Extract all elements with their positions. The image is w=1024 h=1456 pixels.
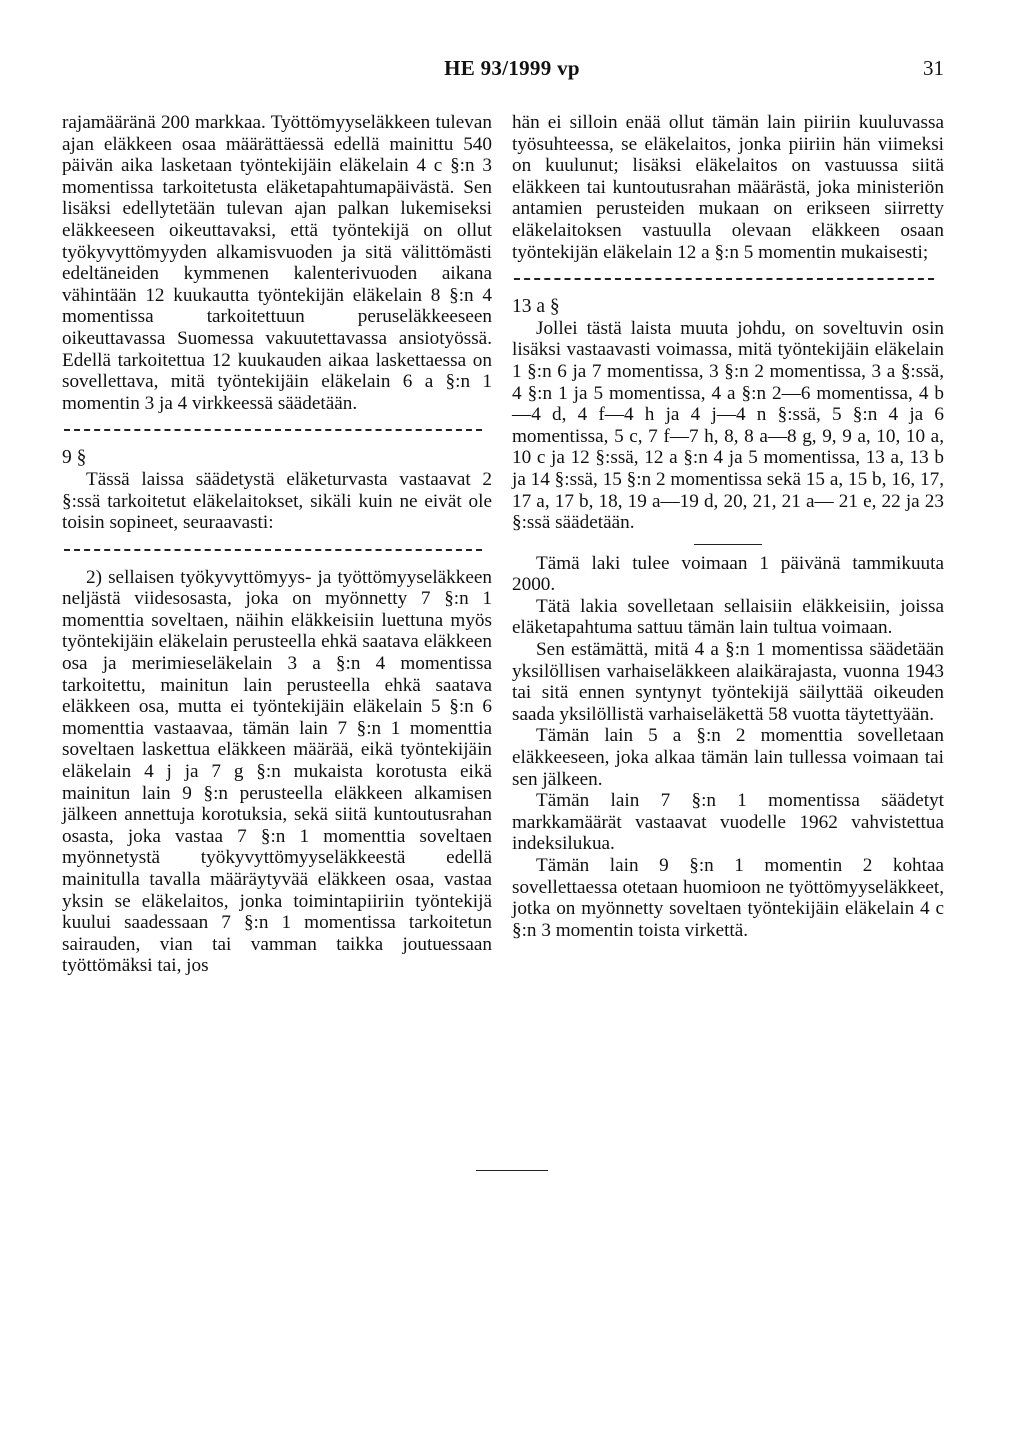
end-rule bbox=[476, 1170, 548, 1171]
section-9-text: Tässä laissa säädetystä eläketurvasta vastaavat 2 §:ssä tarkoitetut eläkelaitokset, sikäli kuin ne eivät ole toisin sopineet, seuraavasti: bbox=[62, 468, 492, 534]
page-number: 31 bbox=[923, 56, 944, 80]
page-header bbox=[0, 56, 1024, 86]
transitional-paragraph: Tämän lain 9 §:n 1 momentin 2 kohtaa sovellettaessa otetaan huomioon ne työttömyyseläkkeet, jotka on myönnetty soveltaen työntekijäin eläkelain 4 c §:n 3 momentin toista virkettä. bbox=[512, 855, 944, 941]
transitional-paragraph: Tämän lain 7 §:n 1 momentissa säädetyt markkamäärät vastaavat vuodelle 1962 vahvistettua indeksilukua. bbox=[512, 790, 944, 855]
transitional-paragraph: Tätä lakia sovelletaan sellaisiin eläkkeisiin, joissa eläketapahtuma sattuu tämän lain tultua voimaan. bbox=[512, 595, 944, 639]
omission-rule bbox=[64, 549, 482, 551]
right-column bbox=[512, 112, 944, 941]
section-9-heading: 9 § bbox=[62, 447, 87, 469]
section-separator-rule bbox=[694, 544, 762, 545]
item-2-text: 2) sellaisen työkyvyttömyys- ja työttömyyseläkkeen neljästä viidesosasta, joka on myönnetty 7 §:n 1 momenttia soveltaen, näihin eläkkeisiin luettuna myös työntekijäin eläkelain perusteella ehkä saatava eläkkeen osa ja merimieseläkelain 3 a §:n 4 momentissa tarkoitettu, mainitun lain perusteella ehkä saatava eläkkeen osa, mutta ei työntekijäin eläkelain 5 §:n 6 momenttia vastaavaa, tämän lain 7 §:n 1 momenttia soveltaen laskettua eläkkeen määrää, eikä työntekijäin eläkelain 4 j ja 7 g §:n mukaista korotusta eikä mainitun lain 9 §:n perusteella eläkkeen alkamisen jälkeen annettuja korotuksia, sekä siitä kuntoutusrahan osasta, joka vastaa 7 §:n 1 momenttia soveltaen myönnetystä työkyvyttömyyseläkkeestä edellä mainitulla tavalla määräytyvää eläkkeen osaa, vastaa yksin se eläkelaitos, jonka toimintapiiriin työntekijä kuului saadessaan 7 §:n 1 momentissa tarkoitetun sairauden, vian tai vamman taikka joutuessaan työttömäksi tai, jos bbox=[62, 566, 492, 977]
omission-rule bbox=[514, 278, 934, 280]
left-column bbox=[62, 112, 492, 977]
transitional-paragraph: Tämän lain 5 a §:n 2 momenttia sovelletaan eläkkeeseen, joka alkaa tämän lain tullessa voimaan tai sen jälkeen. bbox=[512, 725, 944, 790]
paragraph-continuation: rajamääränä 200 markkaa. Työttömyyseläkkeen tulevan ajan eläkkeen osaa määrättäessä edellä mainittu 540 päivän aika lasketaan työntekijäin eläkelain 4 c §:n 3 momentissa tarkoitetusta eläketapahtumapäivästä. Sen lisäksi edellytetään tulevan ajan palkan lukemiseksi eläkkeeseen oikeuttavaksi, että työntekijä on ollut työkyvyttömyyden alkamisvuoden ja sitä välittömästi edeltäneiden kymmenen kalenterivuoden aikana vähintään 12 kuukautta työntekijän eläkelain 8 §:n 4 momentissa tarkoitettuun peruseläkkeeseen oikeuttavassa Suomessa vakuutettavassa ansiotyössä. Edellä tarkoitettua 12 kuukauden aikaa laskettaessa on sovellettava, mitä työntekijäin eläkelain 6 a §:n 1 momentin 3 ja 4 virkkeessä säädetään. bbox=[62, 112, 492, 414]
omission-rule bbox=[64, 429, 482, 431]
entry-into-force-paragraph: Tämä laki tulee voimaan 1 päivänä tammikuuta 2000. bbox=[512, 552, 944, 596]
running-title: HE 93/1999 vp bbox=[444, 56, 580, 80]
section-13a-text: Jollei tästä laista muuta johdu, on soveltuvin osin lisäksi vastaavasti voimassa, mitä työntekijäin eläkelain 1 §:n 6 ja 7 momentissa, 3 §:n 2 momentissa, 3 a §:ssä, 4 §:n 1 ja 5 momentissa, 4 a §:n 2—6 momentissa, 4 b—4 d, 4 f—4 h ja 4 j—4 n §:ssä, 5 §:n 4 ja 6 momentissa, 5 c, 7 f—7 h, 8, 8 a—8 g, 9, 9 a, 10, 10 a, 10 c ja 12 §:ssä, 12 a §:n 4 ja 5 momentissa, 13 a, 13 b ja 14 §:ssä, 15 §:n 2 momentissa sekä 15 a, 15 b, 16, 17, 17 a, 17 b, 18, 19 a—19 d, 20, 21, 21 a— 21 e, 22 ja 23 §:ssä säädetään. bbox=[512, 317, 944, 534]
section-13a-heading: 13 a § bbox=[512, 296, 560, 318]
paragraph-continuation: hän ei silloin enää ollut tämän lain piiriin kuuluvassa työsuhteessa, se eläkelaitos, jonka piiriin hän viimeksi on kuulunut; lisäksi eläkelaitos on vastuussa siitä eläkkeen tai kuntoutusrahan määrästä, joka ministeriön antamien perusteiden mukaan on erikseen siirretty eläkelaitoksen vastuulla olevaan eläkkeen osaan työntekijän eläkelain 12 a §:n 5 momentin mukaisesti; bbox=[512, 112, 944, 263]
transitional-paragraph: Sen estämättä, mitä 4 a §:n 1 momentissa säädetään yksilöllisen varhaiseläkkeen alaikärajasta, vuonna 1943 tai sitä ennen syntynyt työntekijä säilyttää oikeuden saada yksilöllistä varhaiseläkettä 58 vuotta täytettyään. bbox=[512, 639, 944, 725]
